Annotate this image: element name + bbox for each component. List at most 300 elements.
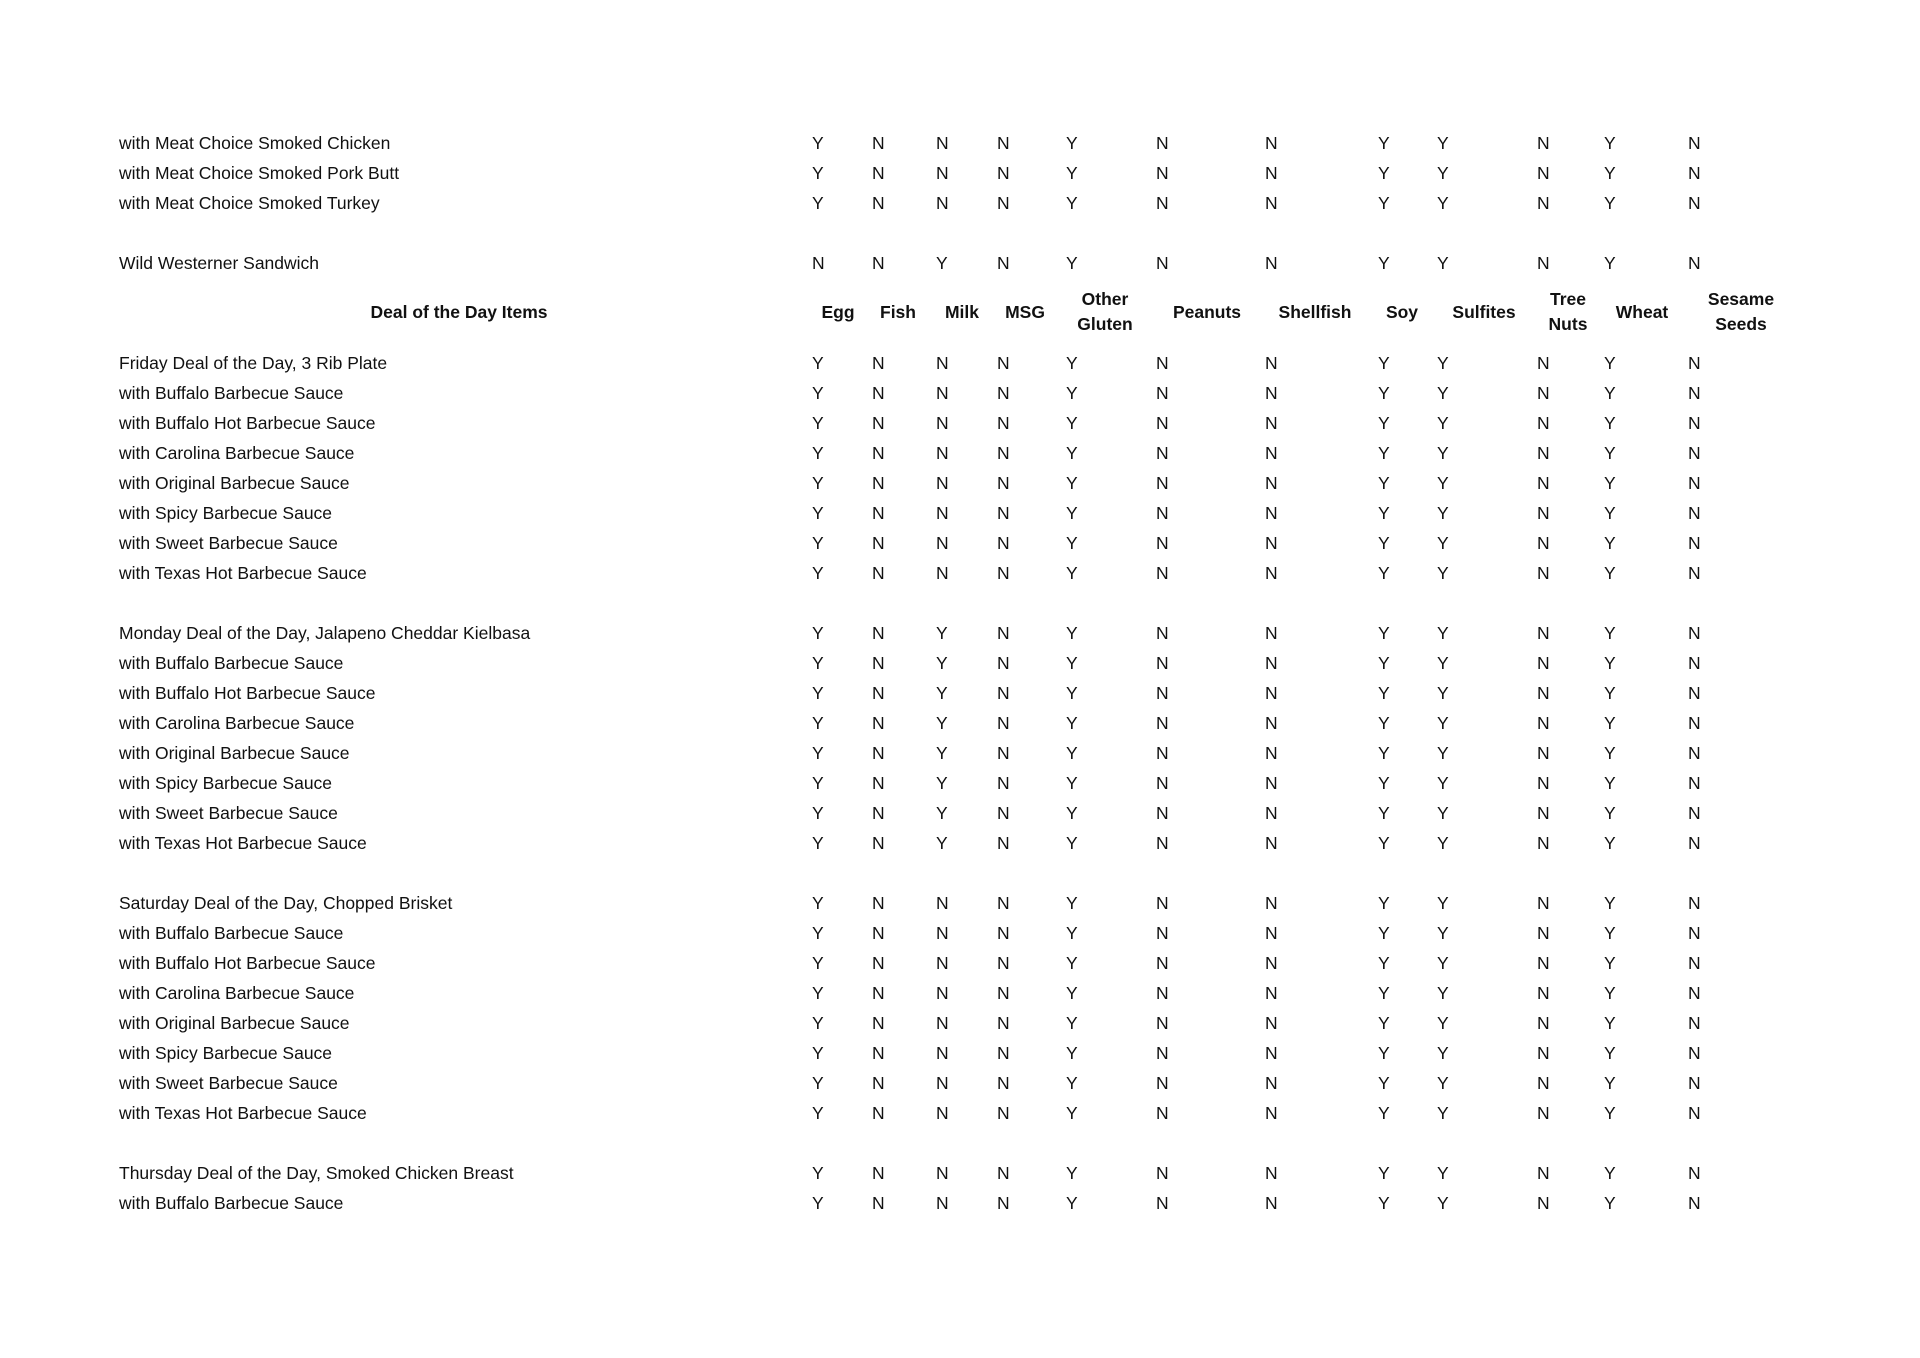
- allergen-cell: N: [872, 163, 885, 183]
- table-row: [0, 1008, 1920, 1038]
- allergen-cell: N: [1688, 923, 1701, 943]
- item-name: with Sweet Barbecue Sauce: [119, 1073, 338, 1093]
- table-row: [0, 498, 1920, 528]
- allergen-cell: Y: [812, 743, 824, 763]
- allergen-cell: Y: [1604, 653, 1616, 673]
- allergen-cell: N: [1265, 443, 1278, 463]
- allergen-cell: Y: [1437, 193, 1449, 213]
- allergen-cell: N: [997, 413, 1010, 433]
- table-row: [0, 768, 1920, 798]
- allergen-cell: Y: [1066, 923, 1078, 943]
- allergen-cell: Y: [812, 893, 824, 913]
- allergen-cell: Y: [1604, 623, 1616, 643]
- allergen-cell: Y: [1604, 413, 1616, 433]
- item-name: with Buffalo Barbecue Sauce: [119, 923, 344, 943]
- allergen-cell: Y: [1378, 623, 1390, 643]
- allergen-cell: Y: [1066, 833, 1078, 853]
- allergen-cell: N: [872, 193, 885, 213]
- column-header: Shellfish: [1278, 301, 1352, 322]
- allergen-cell: Y: [1066, 163, 1078, 183]
- allergen-cell: N: [1688, 1103, 1701, 1123]
- allergen-cell: Y: [812, 353, 824, 373]
- allergen-cell: N: [1537, 683, 1550, 703]
- allergen-cell: Y: [1437, 923, 1449, 943]
- allergen-cell: N: [872, 383, 885, 403]
- allergen-cell: N: [997, 983, 1010, 1003]
- allergen-cell: Y: [1378, 1043, 1390, 1063]
- item-name: Thursday Deal of the Day, Smoked Chicken Breast: [119, 1163, 514, 1183]
- allergen-cell: N: [936, 503, 949, 523]
- allergen-cell: Y: [1437, 743, 1449, 763]
- table-row: [0, 1098, 1920, 1128]
- table-row: [0, 158, 1920, 188]
- item-name: with Sweet Barbecue Sauce: [119, 533, 338, 553]
- allergen-cell: Y: [812, 503, 824, 523]
- allergen-cell: Y: [1604, 193, 1616, 213]
- allergen-cell: N: [1156, 683, 1169, 703]
- allergen-cell: N: [936, 983, 949, 1003]
- allergen-cell: N: [1265, 383, 1278, 403]
- allergen-cell: Y: [1437, 953, 1449, 973]
- allergen-cell: N: [872, 353, 885, 373]
- allergen-cell: N: [1537, 413, 1550, 433]
- allergen-cell: Y: [1066, 503, 1078, 523]
- allergen-cell: Y: [1378, 353, 1390, 373]
- allergen-cell: N: [1688, 773, 1701, 793]
- allergen-cell: N: [1688, 623, 1701, 643]
- allergen-cell: N: [1156, 923, 1169, 943]
- allergen-cell: N: [1265, 653, 1278, 673]
- allergen-cell: Y: [812, 983, 824, 1003]
- allergen-cell: N: [872, 1163, 885, 1183]
- allergen-cell: N: [1537, 893, 1550, 913]
- item-name: with Carolina Barbecue Sauce: [119, 443, 355, 463]
- allergen-cell: N: [1688, 1073, 1701, 1093]
- allergen-cell: N: [1156, 983, 1169, 1003]
- allergen-cell: N: [997, 473, 1010, 493]
- allergen-cell: N: [812, 253, 825, 273]
- allergen-cell: N: [936, 443, 949, 463]
- table-row: [0, 248, 1920, 278]
- allergen-cell: N: [1156, 193, 1169, 213]
- allergen-cell: Y: [812, 193, 824, 213]
- allergen-cell: N: [1156, 893, 1169, 913]
- allergen-cell: N: [1537, 623, 1550, 643]
- allergen-cell: N: [1688, 683, 1701, 703]
- allergen-cell: N: [1537, 1193, 1550, 1213]
- allergen-cell: N: [1156, 1193, 1169, 1213]
- allergen-cell: Y: [1604, 163, 1616, 183]
- item-name: Saturday Deal of the Day, Chopped Brisket: [119, 893, 453, 913]
- allergen-cell: N: [1537, 803, 1550, 823]
- allergen-cell: Y: [1066, 983, 1078, 1003]
- allergen-cell: Y: [1604, 253, 1616, 273]
- allergen-cell: N: [1265, 1043, 1278, 1063]
- allergen-cell: N: [1265, 533, 1278, 553]
- allergen-cell: Y: [1437, 1193, 1449, 1213]
- allergen-cell: N: [872, 533, 885, 553]
- allergen-cell: Y: [1437, 253, 1449, 273]
- allergen-cell: N: [936, 1193, 949, 1213]
- allergen-cell: N: [1688, 653, 1701, 673]
- allergen-cell: N: [997, 623, 1010, 643]
- allergen-cell: N: [936, 193, 949, 213]
- allergen-cell: N: [1265, 413, 1278, 433]
- allergen-cell: N: [936, 1163, 949, 1183]
- allergen-cell: Y: [812, 713, 824, 733]
- allergen-cell: Y: [1378, 1193, 1390, 1213]
- allergen-cell: Y: [812, 163, 824, 183]
- allergen-cell: Y: [1066, 1103, 1078, 1123]
- item-name: Wild Westerner Sandwich: [119, 253, 320, 273]
- allergen-cell: N: [1537, 1103, 1550, 1123]
- allergen-cell: Y: [812, 773, 824, 793]
- allergen-cell: N: [997, 163, 1010, 183]
- allergen-cell: N: [1265, 253, 1278, 273]
- allergen-cell: Y: [936, 683, 948, 703]
- allergen-cell: N: [1156, 563, 1169, 583]
- column-header: Soy: [1385, 301, 1419, 322]
- allergen-cell: N: [1265, 353, 1278, 373]
- allergen-cell: Y: [1378, 1103, 1390, 1123]
- allergen-cell: N: [997, 353, 1010, 373]
- allergen-cell: N: [1688, 713, 1701, 733]
- allergen-cell: N: [872, 1013, 885, 1033]
- column-header: Egg: [821, 301, 855, 322]
- allergen-cell: Y: [936, 833, 948, 853]
- allergen-cell: N: [936, 1043, 949, 1063]
- table-row: [0, 1188, 1920, 1218]
- allergen-cell: Y: [1437, 563, 1449, 583]
- allergen-cell: Y: [1604, 893, 1616, 913]
- allergen-cell: Y: [1378, 163, 1390, 183]
- allergen-cell: N: [1265, 743, 1278, 763]
- allergen-cell: Y: [1604, 1013, 1616, 1033]
- table-row: [0, 558, 1920, 588]
- allergen-cell: Y: [936, 713, 948, 733]
- allergen-cell: N: [872, 473, 885, 493]
- allergen-cell: N: [1156, 533, 1169, 553]
- allergen-cell: Y: [1604, 923, 1616, 943]
- allergen-cell: Y: [1437, 653, 1449, 673]
- table-row: [0, 798, 1920, 828]
- allergen-cell: N: [997, 533, 1010, 553]
- allergen-cell: N: [1688, 253, 1701, 273]
- allergen-cell: Y: [1066, 443, 1078, 463]
- allergen-cell: Y: [1066, 413, 1078, 433]
- allergen-cell: N: [997, 923, 1010, 943]
- item-name: with Spicy Barbecue Sauce: [119, 503, 333, 523]
- item-name: with Buffalo Hot Barbecue Sauce: [119, 953, 376, 973]
- allergen-cell: Y: [1437, 383, 1449, 403]
- allergen-cell: N: [997, 683, 1010, 703]
- allergen-cell: Y: [1604, 833, 1616, 853]
- allergen-cell: N: [1156, 833, 1169, 853]
- allergen-cell: N: [1537, 983, 1550, 1003]
- table-row: [0, 708, 1920, 738]
- allergen-cell: N: [1265, 893, 1278, 913]
- allergen-cell: Y: [1604, 1163, 1616, 1183]
- allergen-cell: N: [1688, 383, 1701, 403]
- table-row: [0, 978, 1920, 1008]
- allergen-cell: N: [872, 653, 885, 673]
- allergen-cell: Y: [1604, 743, 1616, 763]
- allergen-cell: Y: [1066, 713, 1078, 733]
- column-header: Sulfites: [1452, 301, 1516, 322]
- allergen-cell: Y: [812, 413, 824, 433]
- allergen-cell: N: [936, 163, 949, 183]
- allergen-cell: Y: [1437, 713, 1449, 733]
- allergen-cell: N: [936, 1013, 949, 1033]
- allergen-cell: Y: [1378, 383, 1390, 403]
- table-row: [0, 1038, 1920, 1068]
- allergen-cell: N: [1156, 1073, 1169, 1093]
- allergen-cell: Y: [1437, 163, 1449, 183]
- allergen-cell: N: [1688, 953, 1701, 973]
- allergen-cell: Y: [1378, 473, 1390, 493]
- allergen-cell: Y: [1378, 1163, 1390, 1183]
- allergen-cell: Y: [1378, 833, 1390, 853]
- allergen-cell: Y: [1378, 653, 1390, 673]
- item-name: with Original Barbecue Sauce: [119, 1013, 350, 1033]
- item-name: with Buffalo Barbecue Sauce: [119, 1193, 344, 1213]
- allergen-cell: Y: [1066, 1073, 1078, 1093]
- allergen-cell: Y: [1066, 353, 1078, 373]
- allergen-cell: N: [1537, 743, 1550, 763]
- allergen-cell: Y: [1604, 563, 1616, 583]
- allergen-cell: Y: [812, 923, 824, 943]
- table-row: [0, 128, 1920, 158]
- allergen-cell: N: [872, 133, 885, 153]
- allergen-cell: Y: [1604, 1073, 1616, 1093]
- allergen-cell: Y: [1437, 503, 1449, 523]
- allergen-cell: N: [997, 1073, 1010, 1093]
- allergen-cell: Y: [1378, 983, 1390, 1003]
- allergen-cell: N: [997, 1193, 1010, 1213]
- table-row: [0, 948, 1920, 978]
- allergen-cell: Y: [1066, 1193, 1078, 1213]
- allergen-cell: N: [1688, 743, 1701, 763]
- allergen-cell: Y: [1066, 1043, 1078, 1063]
- item-name: with Buffalo Hot Barbecue Sauce: [119, 683, 376, 703]
- allergen-cell: Y: [1604, 503, 1616, 523]
- allergen-cell: N: [1156, 383, 1169, 403]
- allergen-cell: N: [872, 413, 885, 433]
- column-header: Sesame Seeds: [1707, 289, 1775, 334]
- allergen-cell: N: [997, 1013, 1010, 1033]
- allergen-cell: Y: [936, 623, 948, 643]
- allergen-cell: N: [1156, 1103, 1169, 1123]
- column-header: Milk: [944, 301, 980, 322]
- allergen-cell: Y: [1437, 413, 1449, 433]
- allergen-cell: Y: [1604, 803, 1616, 823]
- table-row: [0, 348, 1920, 378]
- item-name: with Meat Choice Smoked Turkey: [119, 193, 380, 213]
- allergen-cell: N: [936, 133, 949, 153]
- allergen-cell: Y: [1378, 503, 1390, 523]
- allergen-cell: Y: [1437, 1073, 1449, 1093]
- allergen-cell: N: [1265, 953, 1278, 973]
- allergen-cell: N: [872, 253, 885, 273]
- item-name: with Buffalo Barbecue Sauce: [119, 653, 344, 673]
- allergen-cell: N: [1688, 193, 1701, 213]
- allergen-cell: Y: [1604, 983, 1616, 1003]
- allergen-cell: N: [1537, 503, 1550, 523]
- allergen-cell: Y: [812, 803, 824, 823]
- allergen-cell: Y: [1437, 133, 1449, 153]
- allergen-cell: N: [1156, 413, 1169, 433]
- allergen-cell: N: [1265, 503, 1278, 523]
- allergen-cell: Y: [812, 473, 824, 493]
- allergen-cell: Y: [1066, 383, 1078, 403]
- allergen-cell: N: [1688, 1193, 1701, 1213]
- table-row: [0, 1158, 1920, 1188]
- allergen-cell: N: [872, 713, 885, 733]
- item-name: with Spicy Barbecue Sauce: [119, 1043, 333, 1063]
- allergen-cell: Y: [1378, 253, 1390, 273]
- allergen-cell: Y: [1437, 533, 1449, 553]
- allergen-cell: N: [997, 833, 1010, 853]
- allergen-cell: Y: [936, 253, 948, 273]
- allergen-cell: Y: [1066, 253, 1078, 273]
- allergen-cell: Y: [1437, 773, 1449, 793]
- allergen-cell: Y: [1066, 773, 1078, 793]
- table-row: [0, 468, 1920, 498]
- allergen-cell: Y: [1378, 713, 1390, 733]
- allergen-cell: N: [1537, 773, 1550, 793]
- allergen-cell: N: [872, 983, 885, 1003]
- allergen-cell: Y: [812, 133, 824, 153]
- allergen-cell: Y: [812, 683, 824, 703]
- allergen-cell: Y: [1066, 1163, 1078, 1183]
- column-header: Other Gluten: [1077, 289, 1133, 334]
- allergen-cell: Y: [1437, 443, 1449, 463]
- table-row: [0, 188, 1920, 218]
- allergen-cell: Y: [812, 1163, 824, 1183]
- allergen-cell: N: [1265, 1013, 1278, 1033]
- table-row: [0, 378, 1920, 408]
- allergen-cell: Y: [1378, 1073, 1390, 1093]
- item-name: with Carolina Barbecue Sauce: [119, 713, 355, 733]
- column-header: MSG: [1005, 301, 1045, 322]
- allergen-cell: N: [872, 953, 885, 973]
- allergen-cell: Y: [1066, 133, 1078, 153]
- allergen-cell: Y: [1437, 1103, 1449, 1123]
- table-row: [0, 1068, 1920, 1098]
- allergen-cell: Y: [1378, 683, 1390, 703]
- item-name: with Texas Hot Barbecue Sauce: [119, 833, 367, 853]
- allergen-cell: N: [936, 413, 949, 433]
- allergen-cell: N: [872, 683, 885, 703]
- allergen-cell: Y: [1604, 953, 1616, 973]
- allergen-cell: N: [1265, 163, 1278, 183]
- item-name: with Texas Hot Barbecue Sauce: [119, 563, 367, 583]
- item-name: Monday Deal of the Day, Jalapeno Cheddar Kielbasa: [119, 623, 531, 643]
- allergen-cell: N: [1688, 473, 1701, 493]
- allergen-cell: Y: [1437, 1163, 1449, 1183]
- allergen-cell: N: [872, 1103, 885, 1123]
- allergen-cell: N: [1265, 803, 1278, 823]
- allergen-cell: N: [872, 563, 885, 583]
- allergen-cell: Y: [1437, 353, 1449, 373]
- allergen-cell: Y: [1378, 893, 1390, 913]
- allergen-cell: N: [1156, 1163, 1169, 1183]
- table-row: [0, 618, 1920, 648]
- item-name: with Texas Hot Barbecue Sauce: [119, 1103, 367, 1123]
- allergen-cell: N: [1537, 653, 1550, 673]
- allergen-cell: N: [997, 713, 1010, 733]
- allergen-cell: Y: [1066, 803, 1078, 823]
- allergen-cell: N: [872, 503, 885, 523]
- allergen-cell: N: [1537, 1013, 1550, 1033]
- allergen-cell: N: [936, 1073, 949, 1093]
- allergen-cell: N: [1265, 623, 1278, 643]
- allergen-cell: N: [1537, 383, 1550, 403]
- allergen-cell: N: [997, 773, 1010, 793]
- item-name: with Meat Choice Smoked Pork Butt: [119, 163, 400, 183]
- section-header: [0, 282, 1920, 342]
- allergen-cell: Y: [1066, 743, 1078, 763]
- allergen-cell: N: [1537, 1073, 1550, 1093]
- allergen-cell: Y: [812, 443, 824, 463]
- allergen-cell: N: [1265, 983, 1278, 1003]
- allergen-cell: N: [1265, 1163, 1278, 1183]
- table-row: [0, 408, 1920, 438]
- allergen-cell: Y: [812, 833, 824, 853]
- allergen-cell: Y: [812, 1103, 824, 1123]
- allergen-cell: Y: [1604, 683, 1616, 703]
- allergen-cell: N: [1537, 563, 1550, 583]
- allergen-cell: N: [997, 443, 1010, 463]
- allergen-cell: N: [936, 383, 949, 403]
- allergen-cell: Y: [812, 953, 824, 973]
- allergen-cell: Y: [1604, 443, 1616, 463]
- allergen-cell: N: [1156, 133, 1169, 153]
- table-row: [0, 918, 1920, 948]
- allergen-cell: Y: [1378, 133, 1390, 153]
- allergen-cell: N: [1265, 563, 1278, 583]
- allergen-cell: N: [1537, 163, 1550, 183]
- allergen-cell: Y: [1378, 193, 1390, 213]
- allergen-cell: Y: [1437, 683, 1449, 703]
- allergen-cell: Y: [1437, 1013, 1449, 1033]
- allergen-cell: Y: [1604, 133, 1616, 153]
- item-name: with Sweet Barbecue Sauce: [119, 803, 338, 823]
- allergen-cell: N: [1537, 833, 1550, 853]
- allergen-cell: Y: [812, 563, 824, 583]
- allergen-cell: N: [1537, 533, 1550, 553]
- allergen-cell: Y: [1378, 443, 1390, 463]
- allergen-cell: N: [1265, 193, 1278, 213]
- allergen-cell: N: [1537, 1043, 1550, 1063]
- allergen-cell: Y: [1437, 833, 1449, 853]
- item-name: with Buffalo Hot Barbecue Sauce: [119, 413, 376, 433]
- allergen-cell: Y: [1437, 1043, 1449, 1063]
- allergen-cell: N: [997, 653, 1010, 673]
- allergen-cell: N: [1265, 1073, 1278, 1093]
- allergen-cell: N: [1537, 713, 1550, 733]
- allergen-cell: N: [872, 1193, 885, 1213]
- allergen-cell: N: [1537, 473, 1550, 493]
- allergen-cell: N: [936, 563, 949, 583]
- allergen-cell: N: [1156, 473, 1169, 493]
- allergen-cell: N: [1156, 803, 1169, 823]
- item-name: with Original Barbecue Sauce: [119, 743, 350, 763]
- allergen-cell: Y: [812, 1043, 824, 1063]
- item-name: with Meat Choice Smoked Chicken: [119, 133, 391, 153]
- column-header: Fish: [880, 301, 916, 322]
- allergen-cell: Y: [1604, 773, 1616, 793]
